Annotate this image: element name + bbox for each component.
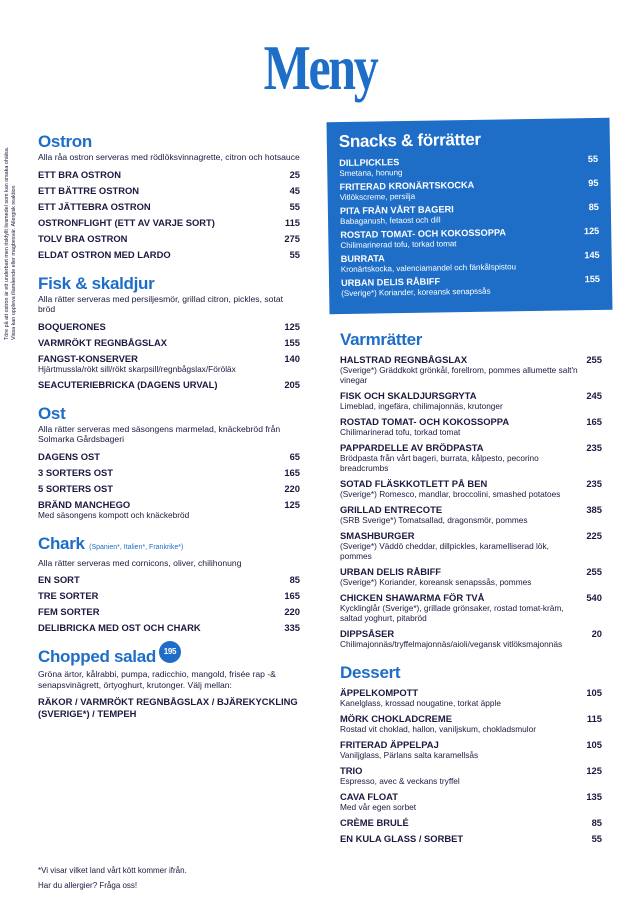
menu-item (38, 353, 300, 374)
item-description: Hjärtmussla/rökt sill/rökt skarpsill/regnbågslax/Föröläx (38, 363, 236, 374)
item-description: Kanelglass, krossad nougatine, torkat äpple (340, 698, 501, 708)
menu-item (38, 337, 300, 348)
item-description: Kycklinglår (Sverige*), grillade grönsaker, rostad tomat-kräm, saltad yoghurt, pitabröd (340, 603, 564, 623)
menu-item (340, 530, 602, 561)
menu-item (340, 739, 602, 760)
menu-item (340, 354, 602, 385)
item-name: EN KULA GLASS / SORBET (340, 833, 464, 844)
item-name: EN SORT (38, 574, 80, 585)
item-description: (Sverige*) Koriander, koreansk senapssås, pommes (340, 577, 532, 587)
menu-item (340, 833, 602, 844)
item-name: 3 SORTERS OST (38, 466, 114, 478)
item-price: 165 (284, 590, 300, 601)
menu-item (340, 791, 602, 812)
item-description: Med vår egen sorbet (340, 802, 417, 812)
item-price: 155 (284, 336, 300, 348)
menu-item (38, 590, 300, 601)
item-description: (SRB Sverige*) Tomatsallad, dragonsmör, pommes (340, 515, 528, 525)
item-price: 55 (289, 200, 300, 212)
menu-item (340, 504, 602, 525)
menu-item (38, 467, 300, 478)
item-description: Vaniljglass, Pärlans salta karamellsås (340, 750, 479, 760)
item-description: Kronärtskocka, valenciamandel och fänkålspistou (340, 261, 517, 274)
section-varm (340, 330, 602, 649)
item-price: 245 (586, 390, 602, 401)
section-heading (38, 647, 300, 669)
section-fisk (38, 274, 300, 390)
menu-item (38, 249, 300, 260)
snacks-box (327, 118, 613, 314)
price-badge: 195 (159, 641, 181, 663)
menu-item (38, 185, 300, 196)
section-description: Gröna ärtor, kålrabbi, pumpa, radicchio, mangold, frisée rap -& senapsvinägrett, örtyoghurt, krutonger. Välj mellan: (38, 669, 276, 690)
section-salad (38, 647, 300, 719)
item-name: CRÈME BRULÉ (340, 817, 409, 828)
menu-item (38, 217, 300, 228)
item-price: 85 (588, 201, 599, 213)
menu-item (38, 233, 300, 244)
menu-item (339, 178, 598, 202)
item-name: BURRATA (340, 253, 385, 265)
item-price: 20 (591, 628, 602, 639)
item-price: 165 (586, 416, 602, 427)
allergy-note: Har du allergier? Fråga oss! (38, 881, 138, 890)
item-name: FRITERAD KRONÄRTSKOCKA (339, 179, 475, 193)
section-dessert (340, 663, 602, 844)
item-description: Vitlökscreme, persilja (339, 191, 416, 202)
menu-item (340, 713, 602, 734)
item-name: GRILLAD ENTRECOTE (340, 504, 443, 515)
menu-item (340, 765, 602, 786)
item-name: ELDAT OSTRON MED LARDO (38, 248, 171, 260)
item-description: Chilimarinerad tofu, torkad tomat (340, 238, 457, 250)
section-heading: Ost (38, 403, 66, 423)
item-price: 220 (284, 606, 300, 617)
item-name: OSTRONFLIGHT (ETT AV VARJE SORT) (38, 216, 215, 228)
menu-item (340, 687, 602, 708)
item-description: Babaganush, fetaost och dill (339, 214, 441, 226)
item-name: 5 SORTERS OST (38, 482, 114, 494)
menu-item (340, 416, 602, 437)
item-name: CHICKEN SHAWARMA FÖR TVÅ (340, 592, 485, 603)
menu-item (38, 622, 300, 633)
item-name: FRITERAD ÄPPELPAJ (340, 739, 439, 750)
menu-item (340, 628, 602, 649)
menu-item (38, 201, 300, 212)
section-heading: Ostron (38, 132, 92, 151)
item-price: 55 (289, 248, 300, 260)
section-chark (38, 534, 300, 634)
item-price: 225 (586, 530, 602, 541)
item-name: CAVA FLOAT (340, 791, 398, 802)
item-description: (Sverige*) Gräddkokt grönkål, forellrom, pommes allumette salt'n vinegar (340, 365, 578, 385)
item-price: 65 (289, 450, 300, 462)
item-price: 220 (284, 482, 300, 494)
item-price: 140 (284, 352, 300, 364)
item-name: DAGENS OST (38, 450, 100, 462)
section-description: Alla rätter serveras med cornicons, oliver, chilihonung (38, 557, 242, 568)
item-name: FEM SORTER (38, 606, 100, 617)
item-name: DELIBRICKA MED OST OCH CHARK (38, 622, 201, 633)
item-name: DILLPICKLES (339, 157, 400, 169)
menu-item (340, 592, 602, 623)
item-name: TRE SORTER (38, 590, 99, 601)
chark-heading-text: Chark (38, 533, 85, 553)
menu-item (38, 483, 300, 494)
item-price: 115 (284, 216, 300, 228)
item-name: TRIO (340, 765, 363, 776)
item-price: 55 (587, 153, 599, 165)
menu-item (340, 390, 602, 411)
item-name: ETT JÄTTEBRA OSTRON (38, 200, 151, 212)
menu-item (340, 202, 599, 226)
item-name: URBAN DELIS RÅBIFF (340, 566, 442, 577)
item-name: FANGST-KONSERVER (38, 352, 138, 364)
item-name: PAPPARDELLE AV BRÖDPASTA (340, 442, 484, 453)
item-name: URBAN DELIS RÅBIFF (340, 276, 441, 289)
item-price: 45 (289, 184, 300, 196)
item-name: ETT BRA OSTRON (38, 168, 121, 180)
menu-item (38, 379, 300, 390)
item-price: 165 (284, 466, 300, 478)
item-description: Chilimarinerad tofu, torkad tomat (340, 427, 461, 437)
section-heading: Fisk & skaldjur (38, 273, 155, 293)
item-price: 55 (591, 833, 602, 844)
item-price: 125 (586, 765, 602, 776)
item-name: ÄPPELKOMPOTT (340, 687, 419, 698)
menu-item (340, 478, 602, 499)
menu-item (38, 574, 300, 585)
right-column (340, 330, 602, 858)
item-price: 145 (584, 249, 600, 261)
item-price: 235 (586, 478, 602, 489)
menu-item (341, 274, 600, 298)
section-heading: Varmrätter (340, 330, 423, 349)
item-price: 125 (583, 225, 600, 237)
item-price: 25 (289, 168, 300, 180)
item-name: ETT BÄTTRE OSTRON (38, 184, 140, 196)
item-name: SEACUTERIEBRICKA (DAGENS URVAL) (38, 378, 218, 390)
item-description: (Sverige*) Väddö cheddar, dillpickles, karamelliserad lök, pommes (340, 541, 549, 561)
item-name: PITA FRÅN VÅRT BAGERI (339, 204, 454, 217)
menu-item (340, 442, 602, 473)
item-price: 235 (586, 442, 602, 453)
left-column (38, 132, 300, 733)
menu-item (38, 169, 300, 180)
item-name: HALSTRAD REGNBÅGSLAX (340, 354, 468, 365)
item-description: Brödpasta från vårt bageri, burrata, kålpesto, pecorino breadcrumbs (340, 453, 539, 473)
section-description: Alla rätter serveras med säsongens marmelad, knäckebröd från Solmarka Gårdsbageri (38, 423, 281, 444)
item-description: Med säsongens kompott och knäckebröd (38, 509, 190, 520)
item-name: SOTAD FLÄSKKOTLETT PÅ BEN (340, 478, 488, 489)
item-name: SMASHBURGER (340, 530, 415, 541)
menu-item (339, 154, 598, 178)
item-price: 125 (284, 320, 300, 332)
menu-item (38, 499, 300, 520)
item-price: 85 (591, 817, 602, 828)
item-name: VARMRÖKT REGNBÅGSLAX (38, 336, 167, 348)
item-description: Smetana, honung (339, 167, 403, 178)
item-price: 125 (284, 498, 300, 510)
item-name: FISK OCH SKALDJURSGRYTA (340, 390, 477, 401)
menu-item (340, 226, 599, 250)
salad-options: RÄKOR / VARMRÖKT REGNBÅGSLAX / BJÄREKYCKLING (SVERIGE*) / TEMPEH (38, 696, 298, 719)
item-price: 335 (284, 622, 300, 633)
item-price: 385 (586, 504, 602, 515)
item-name: TOLV BRA OSTRON (38, 232, 128, 244)
item-name: BOQUERONES (38, 320, 106, 332)
menu-item (341, 250, 600, 274)
chark-origin: (Spanien*, Italien*, Frankrike*) (89, 543, 184, 551)
menu-item (38, 451, 300, 462)
item-name: ROSTAD TOMAT- OCH KOKOSSOPPA (340, 227, 507, 241)
menu-item (38, 321, 300, 332)
item-description: (Sverige*) Romesco, mandlar, broccolini, smashed potatoes (340, 489, 561, 499)
item-price: 105 (586, 739, 602, 750)
section-heading (38, 534, 300, 558)
menu-item (340, 817, 602, 828)
item-name: ROSTAD TOMAT- OCH KOKOSSOPPA (340, 416, 510, 427)
item-name: DIPPSÅSER (340, 628, 395, 639)
item-price: 155 (584, 273, 601, 285)
item-price: 205 (284, 378, 300, 390)
page-title: Meny (263, 32, 377, 103)
section-heading: Dessert (340, 663, 401, 682)
item-price: 85 (289, 574, 300, 585)
section-ostron (38, 132, 300, 260)
section-description: Alla rätter serveras med persiljesmör, grillad citron, pickles, sotat bröd (38, 293, 284, 314)
item-price: 275 (284, 232, 300, 244)
item-name: BRÄND MANCHEGO (38, 498, 131, 510)
item-description: Rostad vit choklad, hallon, vaniljskum, chokladsmulor (340, 724, 536, 734)
menu-item (38, 606, 300, 617)
item-price: 255 (586, 354, 602, 365)
origin-note: *Vi visar vilket land vårt kött kommer ifrån. (38, 866, 187, 875)
menu-item (340, 566, 602, 587)
salad-heading-text: Chopped salad (38, 647, 156, 666)
item-price: 115 (586, 713, 602, 724)
section-heading: Snacks & förrätter (338, 129, 481, 152)
item-name: MÖRK CHOKLADCREME (340, 713, 452, 724)
item-price: 95 (588, 177, 599, 189)
side-note: Töre på att ostron är ett underbart men riskfyllt livsmedel som kan orsaka ohälsa. Vissa kan uppleva illamående eller magbesvär. Allergisk reaktion (4, 146, 17, 340)
section-description: Alla råa ostron serveras med rödlöksvinnagrette, citron och hotsauce (38, 152, 300, 162)
item-description: (Sverige*) Koriander, koreansk senapssås (341, 286, 491, 298)
item-price: 540 (586, 592, 602, 603)
item-price: 255 (586, 566, 602, 577)
section-ost (38, 404, 300, 520)
item-price: 105 (586, 687, 602, 698)
item-description: Chilimajonnäs/tryffelmajonnäs/aioli/vegansk vitlöksmajonnäs (340, 639, 563, 649)
item-price: 135 (586, 791, 602, 802)
item-description: Espresso, avec & veckans tryffel (340, 776, 460, 786)
item-description: Limeblad, ingefära, chilimajonnäs, krutonger (340, 401, 503, 411)
